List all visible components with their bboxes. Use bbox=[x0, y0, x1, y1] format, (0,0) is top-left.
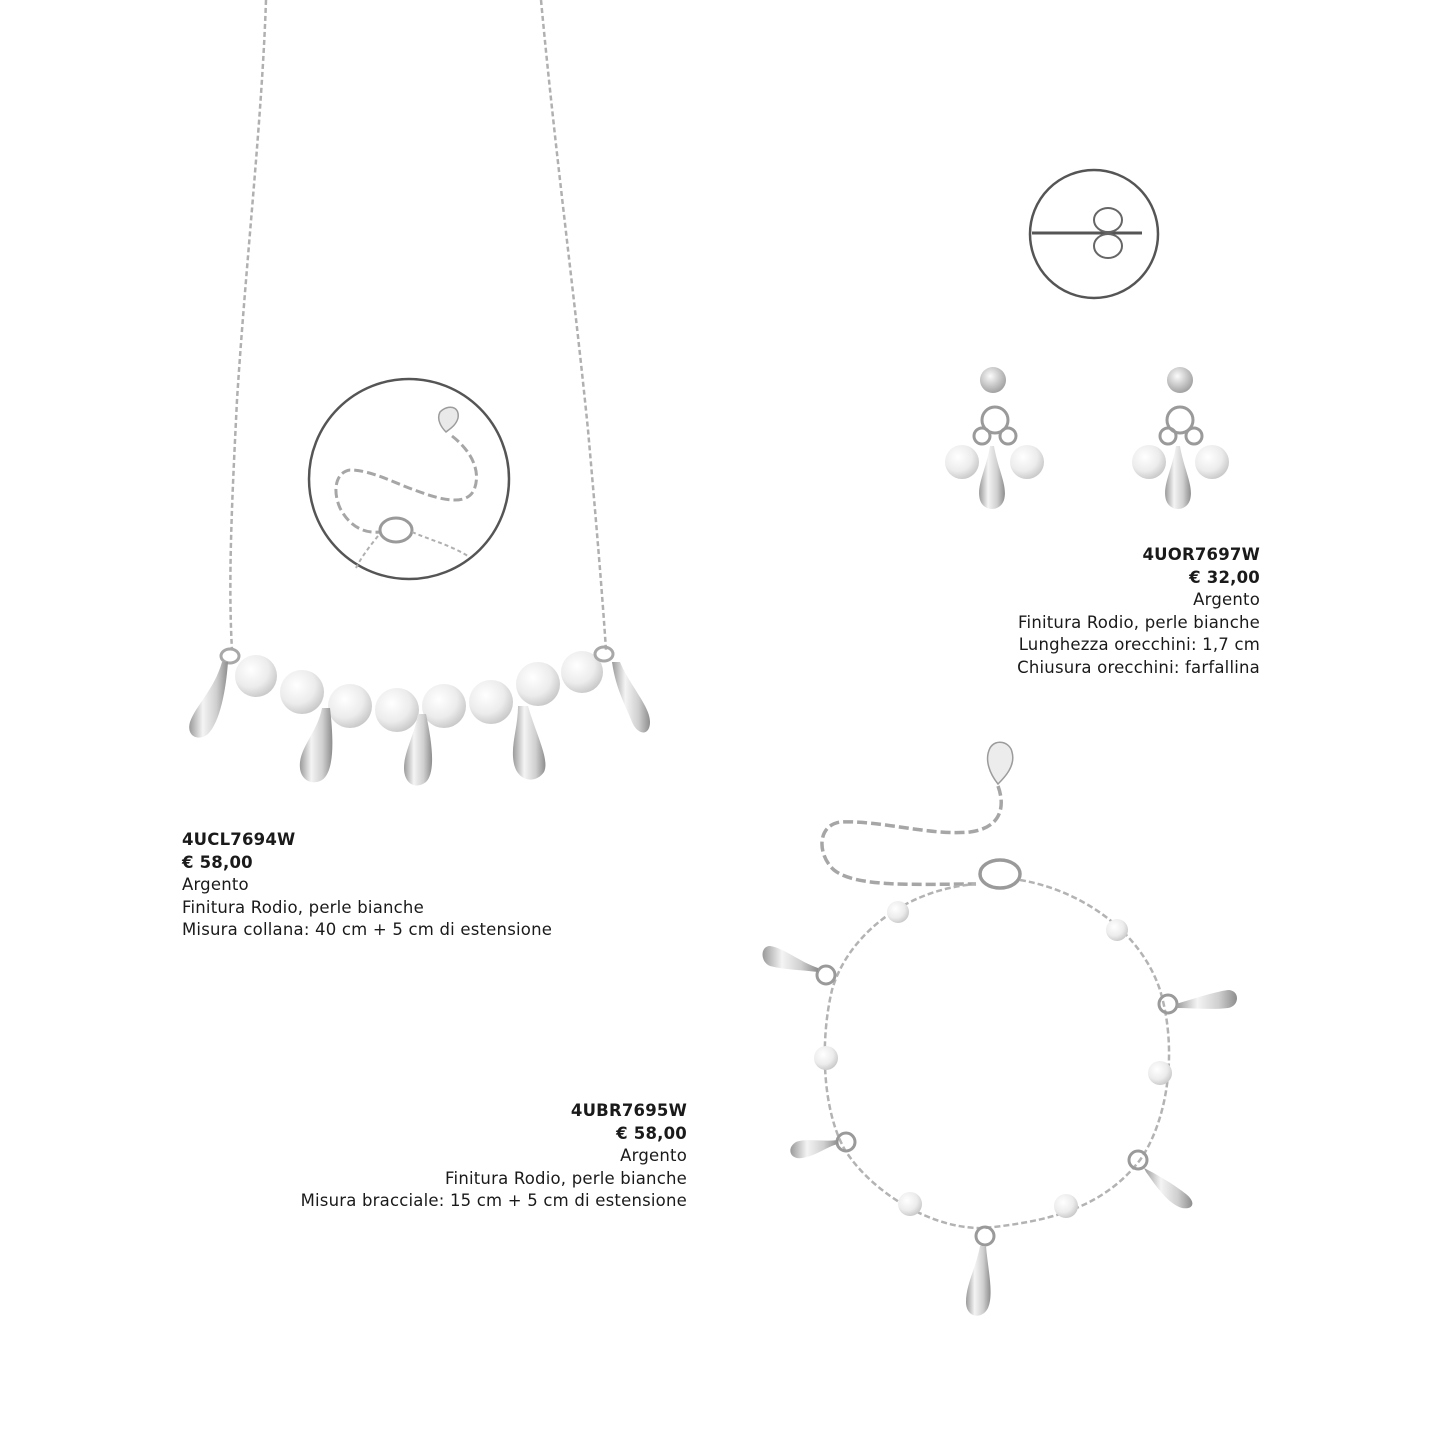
necklace-size: Misura collana: 40 cm + 5 cm di estensione bbox=[182, 920, 553, 939]
earrings-finish: Finitura Rodio, perle bianche bbox=[1018, 612, 1260, 632]
earring-closure-detail-circle bbox=[1030, 170, 1158, 298]
bracelet-size: Misura bracciale: 15 cm + 5 cm di estensione bbox=[300, 1191, 687, 1210]
bracelet-finish: Finitura Rodio, perle bianche bbox=[445, 1168, 687, 1188]
earrings-code: 4UOR7697W bbox=[1142, 545, 1260, 564]
bracelet-price: € 58,00 bbox=[616, 1123, 687, 1143]
necklace-code: 4UCL7694W bbox=[182, 830, 296, 849]
necklace-image bbox=[189, 0, 650, 786]
bracelet-info bbox=[301, 1100, 687, 1213]
earring-left bbox=[945, 367, 1044, 509]
earrings-closure: Chiusura orecchini: farfallina bbox=[1017, 657, 1260, 677]
bracelet-pearls bbox=[814, 901, 1172, 1218]
necklace-material: Argento bbox=[182, 875, 249, 894]
bracelet-tag bbox=[988, 742, 1013, 784]
earrings-material: Argento bbox=[1193, 590, 1260, 609]
necklace-clasp-detail-circle bbox=[309, 379, 509, 579]
bracelet-extension-chain bbox=[822, 786, 1001, 884]
necklace-info bbox=[182, 829, 552, 942]
necklace-price: € 58,00 bbox=[182, 852, 253, 872]
earrings-image bbox=[945, 170, 1229, 509]
necklace-chain-left bbox=[230, 0, 266, 650]
bracelet-code: 4UBR7695W bbox=[570, 1101, 687, 1120]
bracelet-material: Argento bbox=[620, 1146, 687, 1165]
earrings-length: Lunghezza orecchini: 1,7 cm bbox=[1018, 635, 1260, 654]
necklace-chain-right bbox=[541, 0, 606, 650]
earring-right bbox=[1132, 367, 1229, 509]
bracelet-drops bbox=[763, 946, 1238, 1316]
earrings-info bbox=[1017, 544, 1260, 679]
earrings-price: € 32,00 bbox=[1189, 567, 1260, 587]
necklace-finish: Finitura Rodio, perle bianche bbox=[182, 897, 424, 917]
bracelet-image bbox=[763, 742, 1238, 1316]
